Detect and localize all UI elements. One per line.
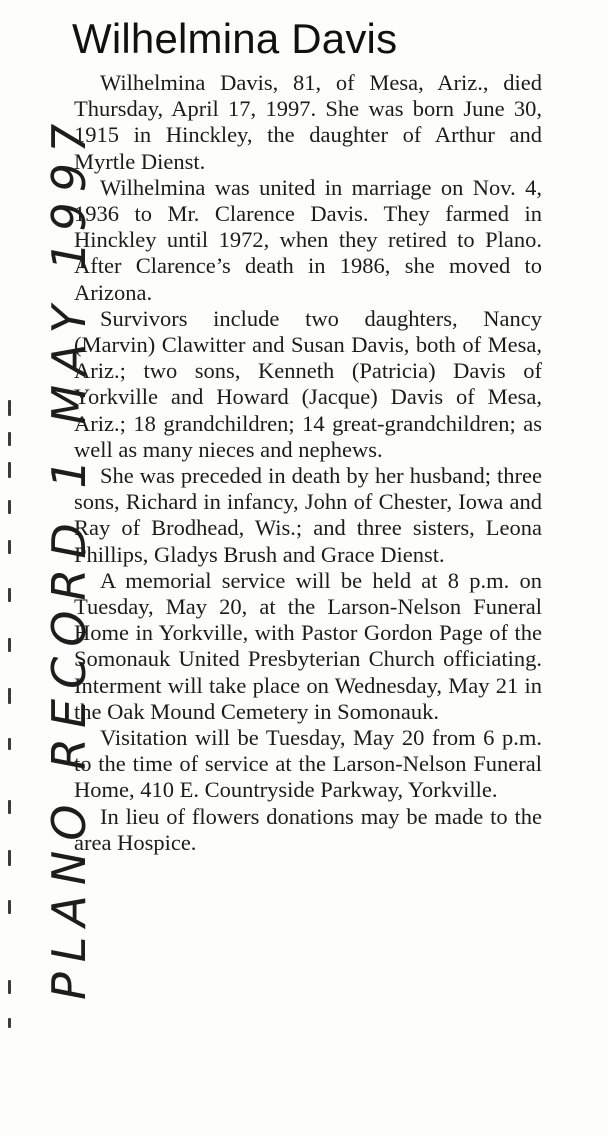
margin-mark [8,462,11,478]
margin-mark [8,500,11,514]
handwritten-source-note: PLANO RECORD 1 MAY 1997 [42,113,96,1000]
margin-mark [8,900,11,914]
paragraph-visitation: Visitation will be Tuesday, May 20 from 6 p.m. to the time of service at the Larson-Nelson Funeral Home, 410 E. Countryside Parkway, Yorkville. [74,725,542,803]
paragraph-survivors: Survivors include two daughters, Nancy (Marvin) Clawitter and Susan Davis, both of Mesa, Ariz.; two sons, Kenneth (Patricia) Davis of Yorkville and Howard (Jacque) Davis of Mesa, Ariz.; 18 grandchildren; 14 great-grandchildren; as well as many nieces and nephews. [74,305,542,462]
paragraph-marriage: Wilhelmina was united in marriage on Nov. 4, 1936 to Mr. Clarence Davis. They farmed in Hinckley until 1972, when they retired to Plano. After Clarence’s death in 1986, she moved to Arizona. [74,174,542,305]
margin-mark [8,738,11,750]
margin-mark [8,638,11,652]
margin-mark [8,850,11,866]
paragraph-death-notice: Wilhelmina Davis, 81, of Mesa, Ariz., died Thursday, April 17, 1997. She was born June 30, 1915 in Hinckley, the daughter of Arthur and Myrtle Dienst. [74,70,542,174]
paragraph-memorial-service: A memorial service will be held at 8 p.m. on Tuesday, May 20, at the Larson-Nelson Funeral Home in Yorkville, with Pastor Gordon Page of the Somonauk United Presbyterian Church officiating. Interment will take place on Wednesday, May 21 in the Oak Mound Cemetery in Somonauk. [74,567,542,724]
margin-scan-marks [8,400,22,1040]
margin-mark [8,800,11,814]
margin-mark [8,400,11,416]
margin-mark [8,688,11,704]
margin-mark [8,540,11,554]
margin-mark [8,588,11,602]
margin-mark [8,980,11,994]
margin-mark [8,1018,11,1028]
paragraph-preceded-in-death: She was preceded in death by her husband; three sons, Richard in infancy, John of Chester, Iowa and Ray of Brodhead, Wis.; and three sisters, Leona Phillips, Gladys Brush and Grace Dienst. [74,463,542,567]
obituary-body [74,70,542,856]
obituary-headline: Wilhelmina Davis [72,15,398,62]
paragraph-donations: In lieu of flowers donations may be made to the area Hospice. [74,803,542,855]
margin-mark [8,432,11,446]
